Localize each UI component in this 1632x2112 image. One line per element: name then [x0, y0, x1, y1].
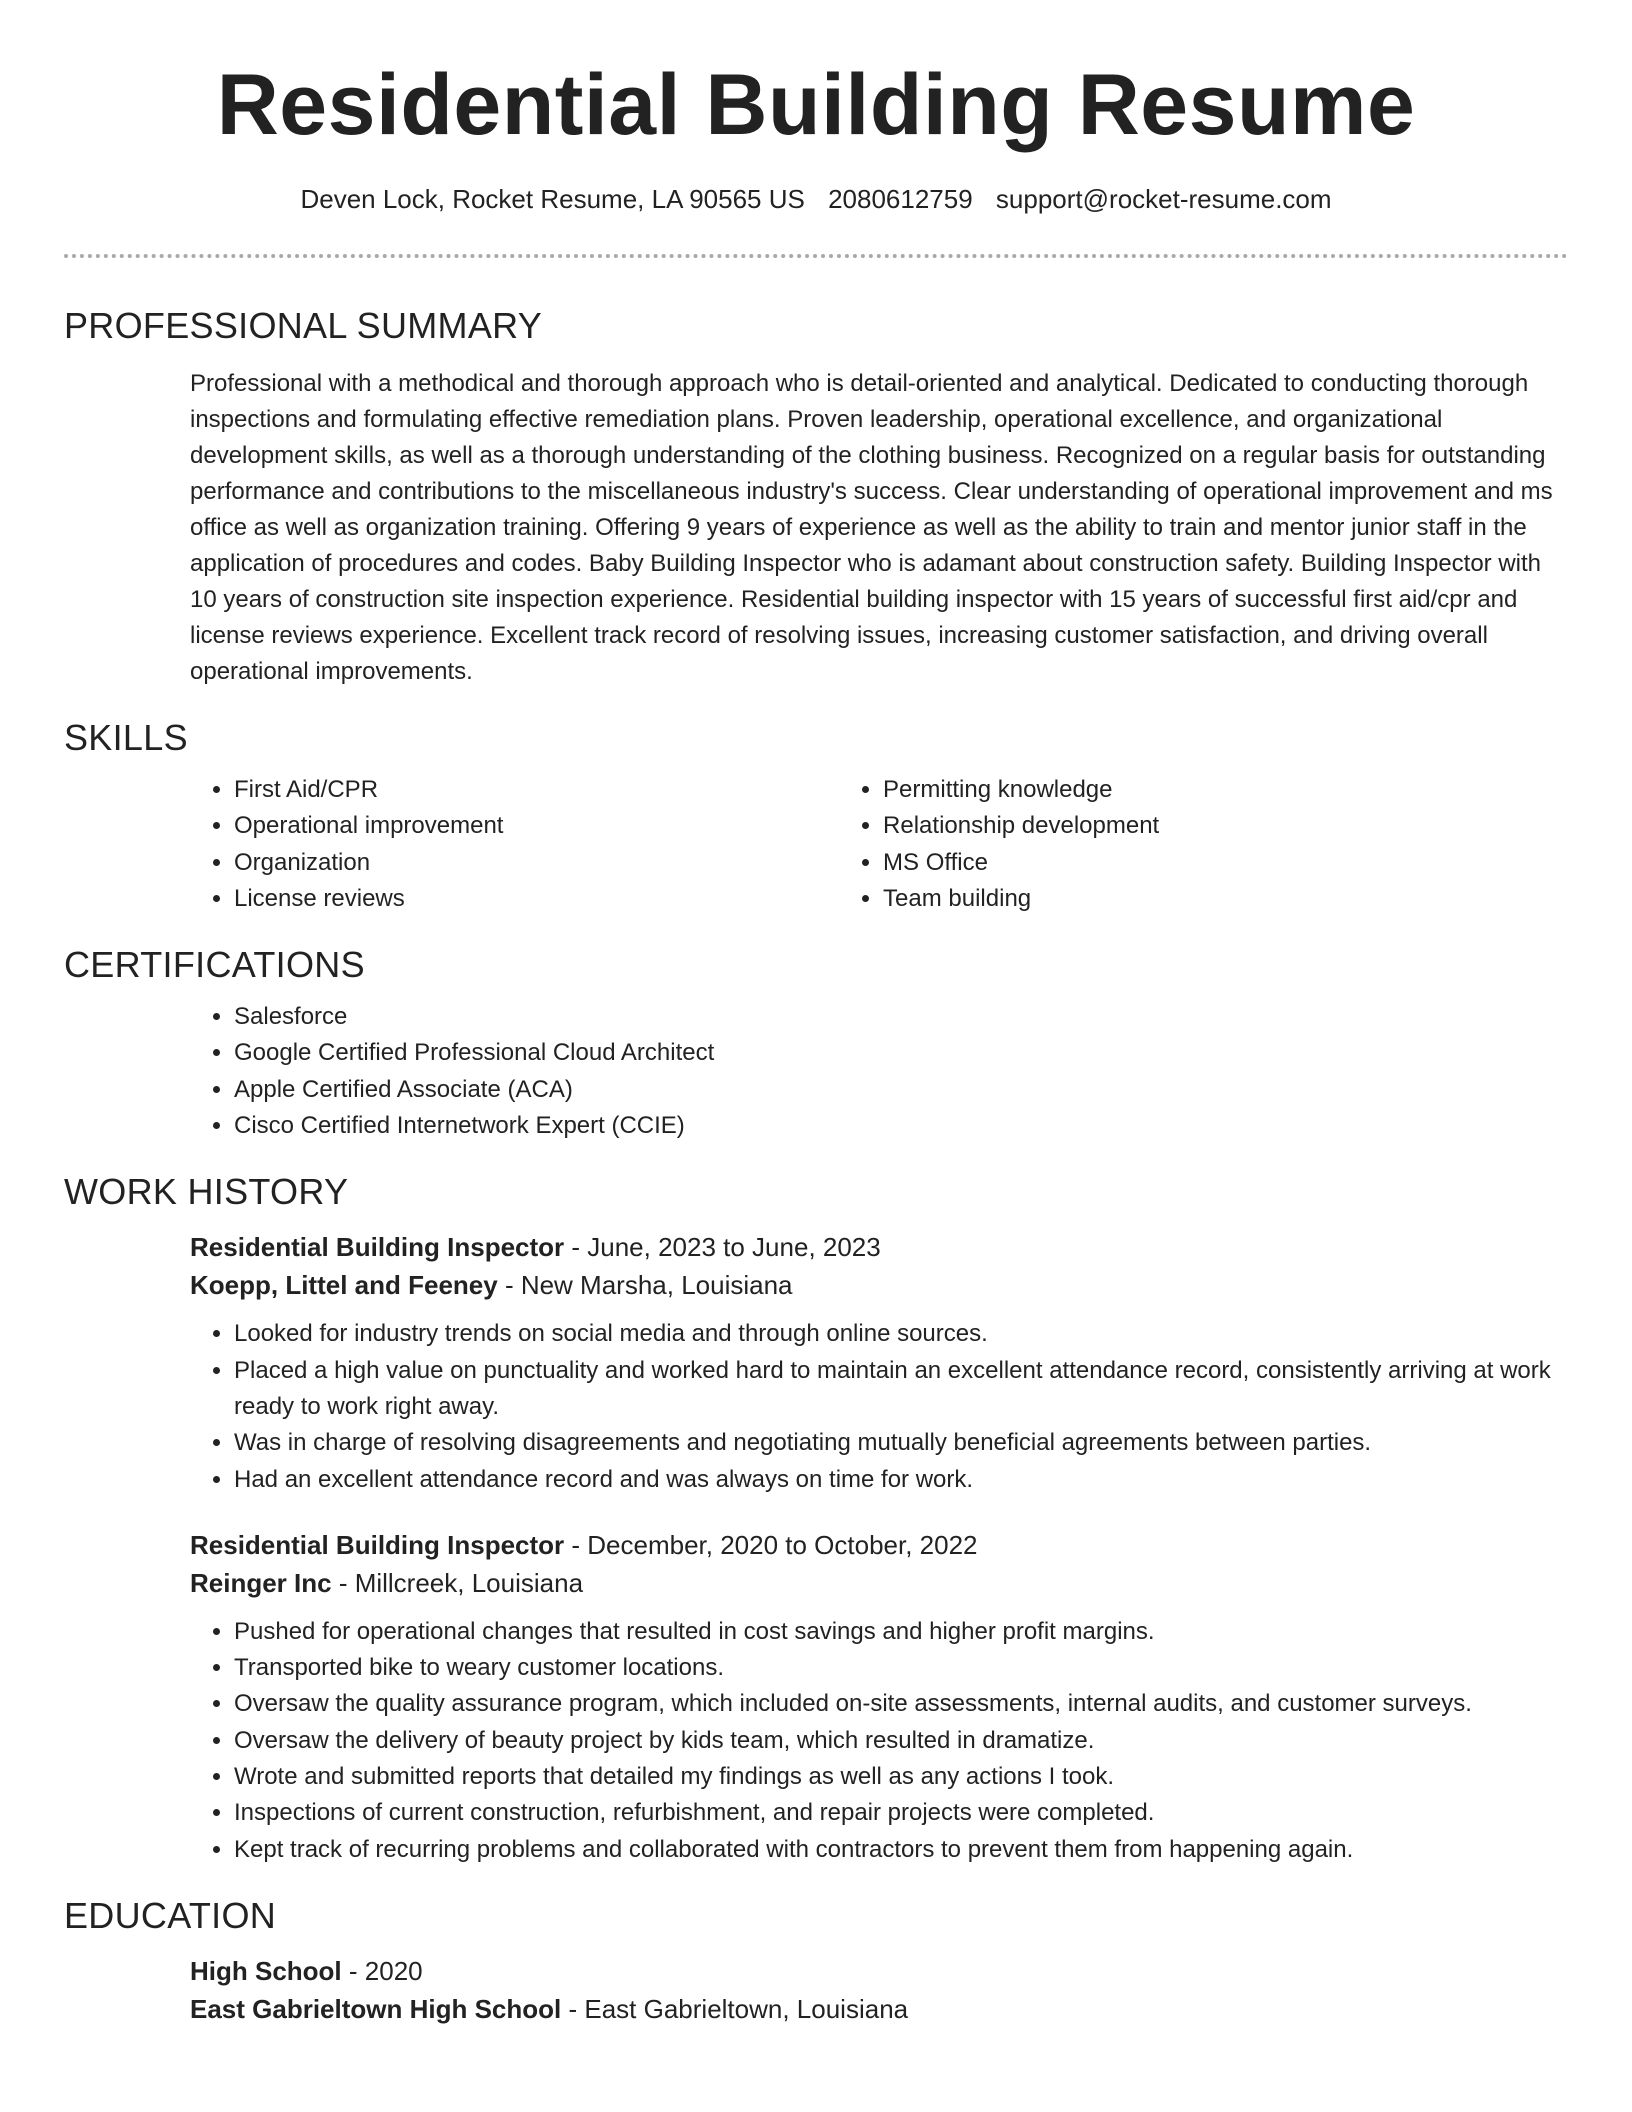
resume-page: [64, 0, 1568, 2028]
job-bullet: • Wrote and submitted reports that detailed my findings as well as any actions I took.: [234, 1759, 1568, 1795]
summary-text: Professional with a methodical and thorough approach who is detail-oriented and analytical. Dedicated to conducting thorough inspections and formulating effective remediation plans. Proven leadership, operational excellence, and organizational development skills, as well as a thorough understanding of the clothing business. Recognized on a regular basis for outstanding performance and contributions to the miscellaneous industry's success. Clear understanding of operational improvement and ms office as well as organization training. Offering 9 years of experience as well as the ability to train and mentor junior staff in the application of procedures and codes. Baby Building Inspector who is adamant about construction safety. Building Inspector with 10 years of construction site inspection experience. Residential building inspector with 15 years of successful first aid/cpr and license reviews experience. Excellent track record of resolving issues, increasing customer satisfaction, and driving overall operational improvements.: [190, 370, 1553, 685]
job-title-line: [190, 1228, 1568, 1266]
education-degree-line: [190, 1952, 1568, 1990]
education-heading: EDUCATION: [64, 1894, 277, 1936]
skill-item: • Operational improvement: [234, 808, 839, 844]
contact-email: support@rocket-resume.com: [995, 184, 1332, 214]
skills-heading: SKILLS: [64, 717, 188, 758]
education-degree: High School: [190, 1955, 342, 1986]
header-divider: [64, 254, 1568, 258]
education-year: - 2020: [341, 1955, 423, 1986]
education-school-line: [190, 1990, 1568, 2028]
job-bullets: [190, 1316, 1568, 1497]
job-company: Reinger Inc: [190, 1567, 332, 1598]
job-company-line: [190, 1266, 1568, 1304]
job-bullet: • Was in charge of resolving disagreements and negotiating mutually beneficial agreements between parties.: [234, 1425, 1568, 1461]
skill-item: • Permitting knowledge: [883, 772, 1568, 808]
job-title: Residential Building Inspector: [190, 1529, 565, 1560]
certification-item: • Cisco Certified Internetwork Expert (CCIE): [234, 1108, 1568, 1144]
job-location: - New Marsha, Louisiana: [497, 1270, 793, 1301]
summary-heading: PROFESSIONAL SUMMARY: [64, 305, 543, 346]
job-bullets: [190, 1614, 1568, 1868]
contact-address: Deven Lock, Rocket Resume, LA 90565 US: [300, 184, 805, 214]
education-entry: [190, 1952, 1568, 2028]
skill-item: • License reviews: [234, 881, 839, 917]
job-dates: - June, 2023 to June, 2023: [564, 1232, 881, 1263]
job-bullet: • Had an excellent attendance record and was always on time for work.: [234, 1462, 1568, 1498]
job-company: Koepp, Littel and Feeney: [190, 1270, 498, 1301]
job-bullet: • Placed a high value on punctuality and worked hard to maintain an excellent attendance record, consistently arriving at work ready to work right away.: [234, 1353, 1568, 1426]
education-school: East Gabrieltown High School: [190, 1993, 562, 2024]
education-location: - East Gabrieltown, Louisiana: [561, 1993, 909, 2024]
skills-list: [190, 772, 1568, 917]
skill-item: • Relationship development: [883, 808, 1568, 844]
certification-item: • Apple Certified Associate (ACA): [234, 1072, 1568, 1108]
job-bullet: • Looked for industry trends on social media and through online sources.: [234, 1316, 1568, 1352]
job-bullet: • Oversaw the quality assurance program, which included on-site assessments, internal audits, and customer surveys.: [234, 1686, 1568, 1722]
job-bullet: • Inspections of current construction, refurbishment, and repair projects were completed.: [234, 1795, 1568, 1831]
skills-column-right: [839, 772, 1568, 917]
work-history-heading: WORK HISTORY: [64, 1171, 349, 1213]
certifications-heading: CERTIFICATIONS: [64, 944, 365, 986]
contact-phone: 2080612759: [828, 184, 973, 214]
job-title-line: [190, 1526, 1568, 1564]
job-dates: - December, 2020 to October, 2022: [564, 1529, 978, 1560]
certification-item: • Salesforce: [234, 999, 1568, 1035]
job-entry: [190, 1228, 1568, 1497]
skills-column-left: [190, 772, 839, 917]
job-bullet: • Kept track of recurring problems and collaborated with contractors to prevent them from happening again.: [234, 1832, 1568, 1868]
job-bullet: • Transported bike to weary customer locations.: [234, 1650, 1568, 1686]
skill-item: • Organization: [234, 845, 839, 881]
contact-line: [64, 184, 1568, 214]
job-bullet: • Oversaw the delivery of beauty project by kids team, which resulted in dramatize.: [234, 1723, 1568, 1759]
skill-item: • MS Office: [883, 845, 1568, 881]
job-location: - Millcreek, Louisiana: [331, 1567, 584, 1598]
job-entry: [190, 1526, 1568, 1868]
certification-item: • Google Certified Professional Cloud Architect: [234, 1035, 1568, 1071]
skill-item: • First Aid/CPR: [234, 772, 839, 808]
job-company-line: [190, 1564, 1568, 1602]
certifications-list: [190, 999, 1568, 1144]
skill-item: • Team building: [883, 881, 1568, 917]
spacer: [64, 1498, 1568, 1526]
job-bullet: • Pushed for operational changes that resulted in cost savings and higher profit margins.: [234, 1614, 1568, 1650]
job-title: Residential Building Inspector: [190, 1232, 565, 1263]
resume-title: Residential Building Resume: [216, 57, 1416, 153]
